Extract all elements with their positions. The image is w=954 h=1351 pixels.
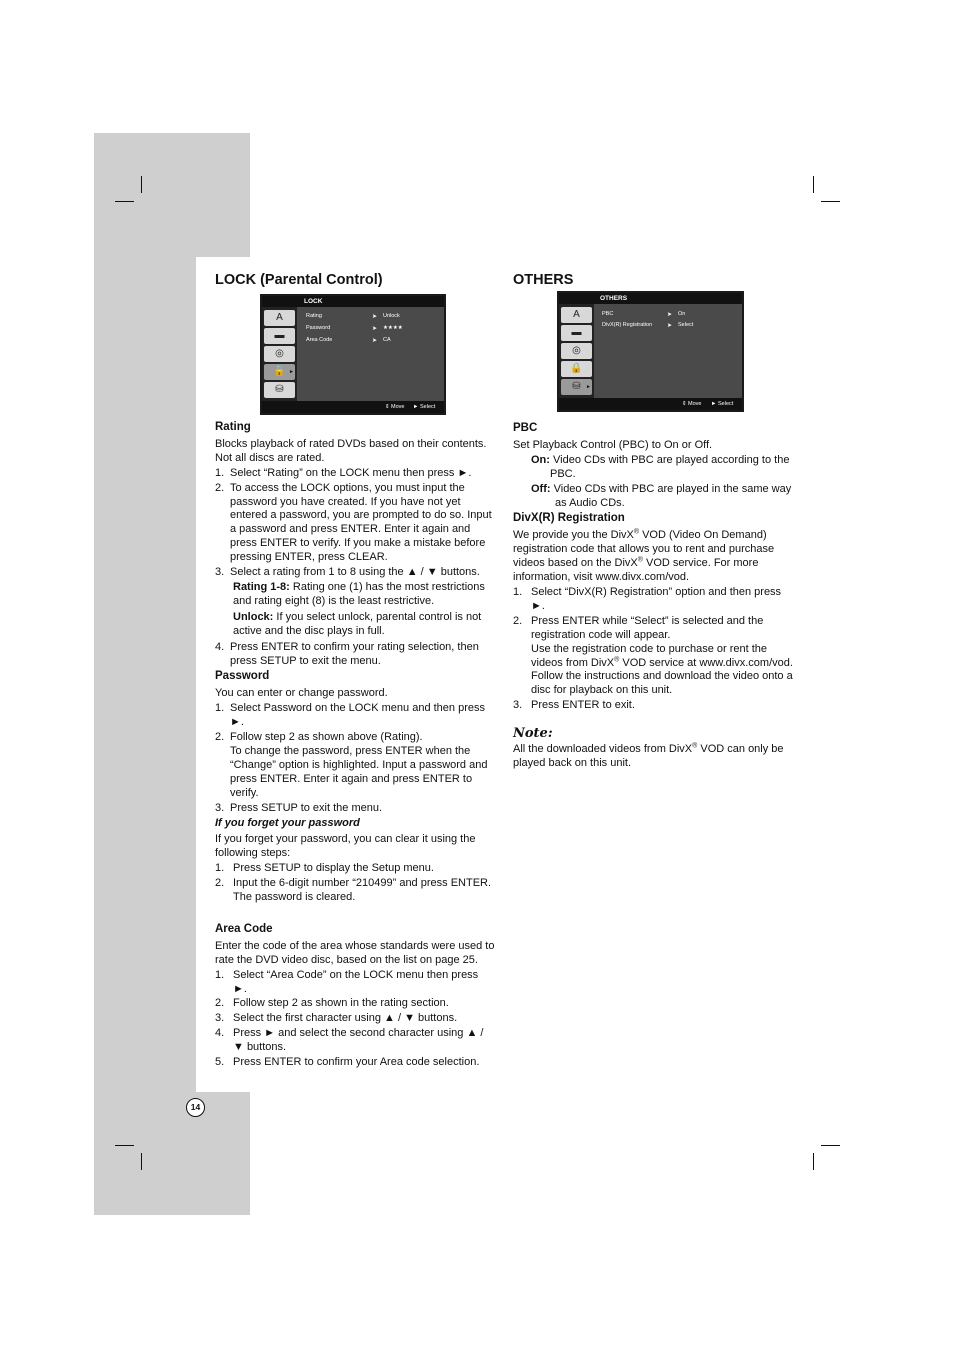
play-icon: ►	[711, 401, 717, 407]
list-item: 1. Select “Rating” on the LOCK menu then press ►.	[215, 466, 472, 479]
menu-row-pbc-label[interactable]: PBC	[602, 311, 614, 317]
display-tab-icon[interactable]: ▬	[264, 328, 295, 344]
gray-margin-bottom	[94, 1092, 250, 1215]
list-item: 5. Press ENTER to confirm your Area code selection.	[215, 1056, 480, 1069]
crop-mark	[821, 1145, 840, 1146]
list-item: 1. Press SETUP to display the Setup menu.	[215, 862, 434, 875]
list-item: To change the password, press ENTER when the “Change” option is highlighted. Input a password and press ENTER. Enter it again and press ENTER to verify.	[230, 744, 488, 799]
note-heading: Note:	[513, 726, 553, 742]
lock-tab-icon[interactable]: 🔒	[561, 361, 592, 377]
pbc-intro: Set Playback Control (PBC) to On or Off.	[513, 438, 713, 451]
pbc-off-desc: Off: Video CDs with PBC are played in the same way as Audio CDs.	[531, 482, 792, 509]
list-item: 4. Press ENTER to confirm your rating selection, then press SETUP to exit the menu.	[215, 640, 479, 667]
lock-column	[215, 421, 495, 1071]
menu-row-rating-label[interactable]: Rating	[306, 313, 322, 319]
lock-menu-screen	[260, 294, 446, 415]
gray-margin-left	[94, 257, 196, 1092]
list-item: 2. Input the 6-digit number “210499” and press ENTER. The password is cleared.	[215, 877, 492, 903]
list-item: 3. Select a rating from 1 to 8 using the ▲ / ▼ buttons.	[215, 566, 480, 579]
menu-row-divx-value: Select	[678, 322, 694, 328]
list-item: 1. Select “DivX(R) Registration” option and then press ►.	[513, 585, 782, 612]
crop-mark	[813, 176, 814, 193]
arrow-right-icon: ➤	[372, 326, 378, 332]
list-item: 1. Select “Area Code” on the LOCK menu then press ►.	[215, 968, 479, 995]
area-code-heading: Area Code	[215, 922, 273, 935]
crop-mark	[141, 176, 142, 193]
crop-mark	[141, 1153, 142, 1170]
forget-password-intro: If you forget your password, you can clear it using the following steps:	[215, 833, 476, 860]
menu-row-password-value: ★★★★	[383, 325, 403, 331]
list-item: 3. Press SETUP to exit the menu.	[215, 801, 383, 814]
area-code-intro: Enter the code of the area whose standards were used to rate the DVD video disc, based on the list on page 25.	[215, 939, 495, 966]
arrow-right-icon: ➤	[667, 323, 673, 329]
others-tab-icon[interactable]: ⛁ ►	[561, 379, 592, 395]
menu-row-area-code-value: CA	[383, 337, 391, 343]
arrow-right-icon: ➤	[667, 312, 673, 318]
menu-tabs	[262, 307, 297, 401]
language-tab-icon[interactable]: A	[561, 307, 592, 323]
menu-row-password-label[interactable]: Password	[306, 325, 331, 331]
list-item: 1. Select Password on the LOCK menu and then press ►.	[215, 702, 485, 729]
status-move: Move	[688, 401, 702, 407]
crop-mark	[115, 1145, 134, 1146]
arrow-right-icon: ➤	[372, 314, 378, 320]
divx-heading: DivX(R) Registration	[513, 512, 625, 525]
list-item: 3. Press ENTER to exit.	[513, 699, 635, 712]
updown-icon: ⇕	[682, 401, 687, 407]
others-menu-screen	[557, 291, 744, 412]
crop-mark	[115, 201, 134, 202]
list-item: 2. To access the LOCK options, you must input the password you have created. If you have not yet entered a password, you are prompted to do so. Input a password and press ENTER. Enter it again and press ENTER to verify. If you make a mistake before pressing ENTER, press CLEAR.	[215, 481, 492, 564]
pbc-heading: PBC	[513, 422, 538, 434]
others-menu-title: OTHERS	[559, 293, 742, 304]
divx-intro: We provide you the DivX® VOD (Video On Demand) registration code that allows you to rent and purchase videos based on the DivX® VOD service. For more information, visit www.divx.com/vod.	[513, 528, 775, 584]
rating-heading: Rating	[215, 421, 251, 433]
list-item: Use the registration code to purchase or rent the videos from DivX® VOD service at www.divx.com/vod. Follow the instructions and download the video onto a disc for playback on this unit.	[531, 642, 793, 697]
forget-password-heading: If you forget your password	[215, 817, 360, 830]
others-heading: OTHERS	[513, 272, 574, 288]
menu-row-divx-label[interactable]: DivX(R) Registration	[602, 322, 653, 328]
others-tab-icon[interactable]: ⛁	[264, 382, 295, 398]
rating-1-8-desc: Rating 1-8: Rating one (1) has the most restrictions and rating eight (8) is the least restrictive.	[233, 580, 485, 607]
lock-heading: LOCK (Parental Control)	[215, 272, 383, 288]
menu-row-rating-value: Unlock	[383, 313, 400, 319]
list-item: 2. Follow step 2 as shown in the rating section.	[215, 997, 449, 1010]
rating-unlock-desc: Unlock: If you select unlock, parental control is not active and the disc plays in full.	[233, 610, 482, 637]
menu-row-pbc-value: On	[678, 311, 686, 317]
others-column	[513, 422, 793, 772]
password-intro: You can enter or change password.	[215, 687, 388, 700]
note-text: All the downloaded videos from DivX® VOD can only be played back on this unit.	[513, 742, 784, 769]
audio-tab-icon[interactable]: ◎	[561, 343, 592, 359]
password-heading: Password	[215, 670, 270, 683]
language-tab-icon[interactable]: A	[264, 310, 295, 326]
display-tab-icon[interactable]: ▬	[561, 325, 592, 341]
updown-icon: ⇕	[385, 404, 390, 410]
list-item: 2. Follow step 2 as shown above (Rating).	[215, 731, 423, 744]
play-icon: ►	[413, 404, 419, 410]
list-item: 2. Press ENTER while “Select” is selected and the registration code will appear.	[513, 614, 764, 641]
arrow-right-icon: ➤	[372, 338, 378, 344]
gray-margin-top	[94, 133, 250, 257]
lock-tab-icon[interactable]: 🔒 ►	[264, 364, 295, 380]
list-item: 3. Select the first character using ▲ / ▼ buttons.	[215, 1012, 458, 1025]
menu-tabs	[559, 304, 594, 398]
rating-intro: Blocks playback of rated DVDs based on their contents. Not all discs are rated.	[215, 437, 487, 464]
status-move: Move	[391, 404, 405, 410]
crop-mark	[821, 201, 840, 202]
crop-mark	[813, 1153, 814, 1170]
page-number: 14	[186, 1098, 205, 1117]
menu-row-area-code-label[interactable]: Area Code	[306, 337, 333, 343]
pbc-on-desc: On: Video CDs with PBC are played according to the PBC.	[531, 453, 790, 480]
menu-status-bar	[559, 398, 742, 410]
list-item: 4. Press ► and select the second character using ▲ / ▼ buttons.	[215, 1027, 484, 1054]
lock-menu-title: LOCK	[262, 296, 444, 307]
status-select: Select	[718, 401, 734, 407]
audio-tab-icon[interactable]: ◎	[264, 346, 295, 362]
status-select: Select	[420, 404, 436, 410]
menu-status-bar	[262, 401, 444, 413]
